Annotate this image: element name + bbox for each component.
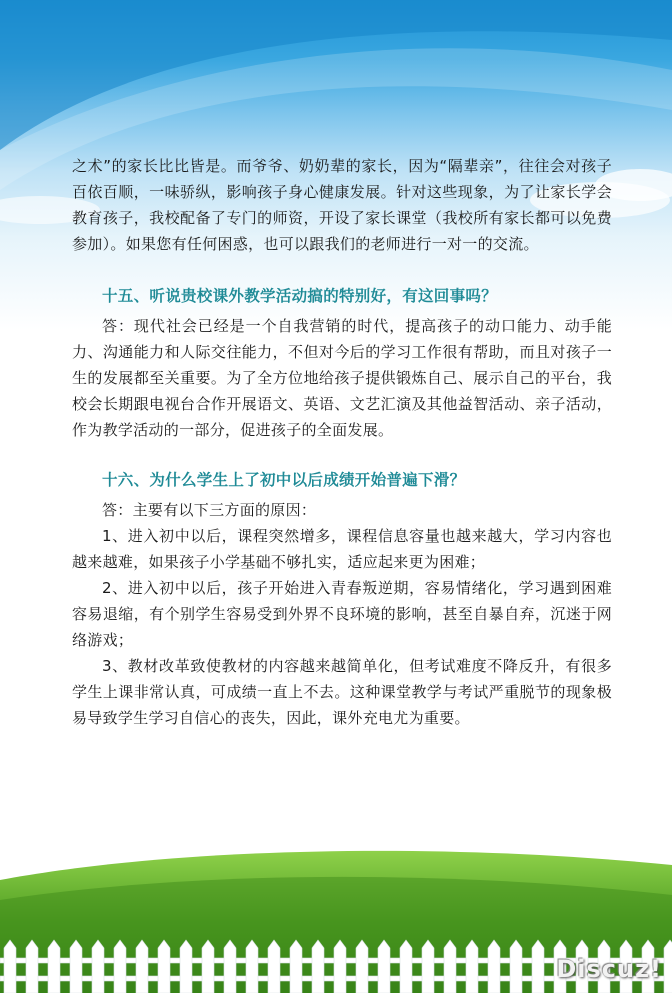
section-16-point-2: 2、进入初中以后，孩子开始进入青春叛逆期，容易情绪化，学习遇到困难容易退缩，有个别学生容易受到外界不良环境的影响，甚至自暴自弃，沉迷于网络游戏； bbox=[72, 579, 612, 649]
section-16-point-1: 1、进入初中以后，课程突然增多，课程信息容量也越来越大，学习内容也越来越难，如果孩子小学基础不够扎实，适应起来更为困难； bbox=[72, 527, 612, 571]
intro-paragraph: 之术”的家长比比皆是。而爷爷、奶奶辈的家长，因为“隔辈亲”，往往会对孩子百依百顺，一味骄纵，影响孩子身心健康发展。针对这些现象，为了让家长学会教育孩子，我校配备了专门的师资，开设了家长课堂（我校所有家长都可以免费参加）。如果您有任何困惑，也可以跟我们的老师进行一对一的交流。 bbox=[72, 157, 612, 253]
faq-content bbox=[72, 153, 612, 731]
section-16-heading: 十六、为什么学生上了初中以后成绩开始普遍下滑？ bbox=[102, 471, 466, 489]
section-15-heading: 十五、听说贵校课外教学活动搞的特别好，有这回事吗？ bbox=[102, 287, 498, 305]
section-16-answer: 答：主要有以下三方面的原因： bbox=[102, 501, 317, 519]
forum-watermark: Discuz! bbox=[556, 955, 662, 983]
section-16-point-3: 3、教材改革致使教材的内容越来越简单化，但考试难度不降反升，有很多学生上课非常认真，可成绩一直上不去。这种课堂教学与考试严重脱节的现象极易导致学生学习自信心的丧失，因此，课外充电尤为重要。 bbox=[72, 657, 612, 727]
section-15-answer: 答：现代社会已经是一个自我营销的时代，提高孩子的动口能力、动手能力、沟通能力和人际交往能力，不但对今后的学习工作很有帮助，而且对孩子一生的发展都至关重要。为了全方位地给孩子提供锻炼自己、展示自己的平台，我校会长期跟电视台合作开展语文、英语、文艺汇演及其他益智活动、亲子活动，作为教学活动的一部分，促进孩子的全面发展。 bbox=[72, 317, 612, 439]
